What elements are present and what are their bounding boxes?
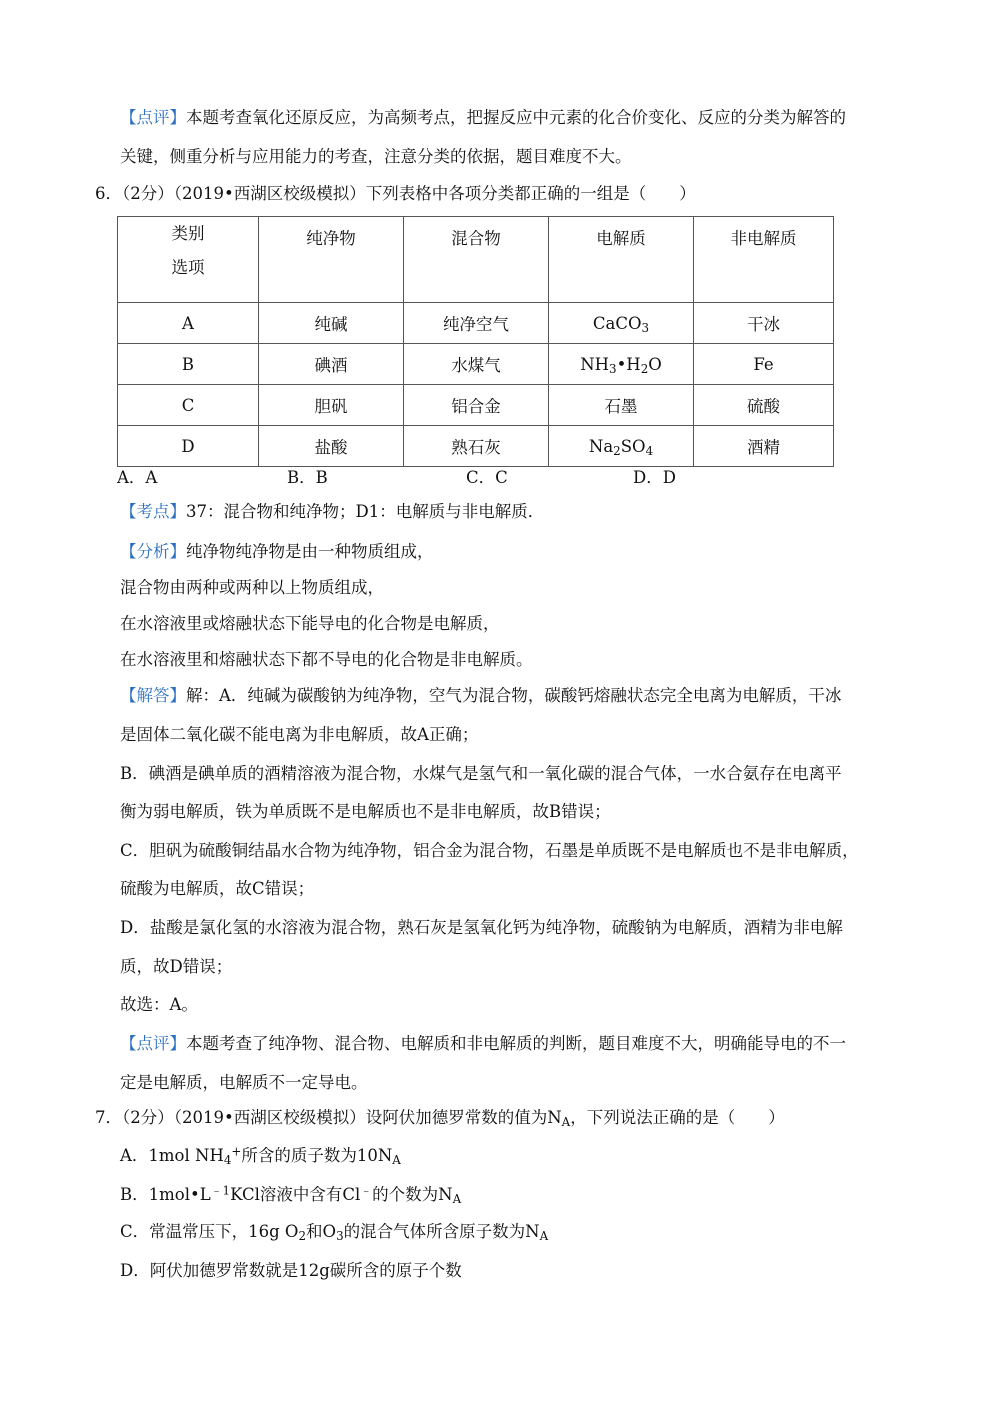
q7-option-b[interactable]: B．$1mol•L^{﹣1}KCl$溶液中含有Cl﹣的个数为$N_A$ — [120, 1183, 462, 1206]
fenxi-text: 纯净物纯净物是由一种物质组成， — [186, 542, 434, 561]
row-option: B — [118, 344, 259, 385]
cell-electrolyte: 石墨 — [549, 385, 694, 426]
q6-review-line-2: 定是电解质，电解质不一定导电。 — [120, 1073, 368, 1092]
jieda-line-3: B．碘酒是碘单质的酒精溶液为混合物，水煤气是氢气和一氧化碳的混合气体，一水合氨存在电离平 — [120, 764, 842, 783]
cell-nonelectrolyte: 硫酸 — [694, 385, 834, 426]
fenxi-line-3: 在水溶液里或熔融状态下能导电的化合物是电解质， — [120, 614, 500, 633]
review-tag: 【点评】 — [120, 1034, 186, 1053]
option-a[interactable]: A．A — [117, 468, 158, 487]
jieda-line-6: 硫酸为电解质，故C错误； — [120, 879, 315, 898]
q7-option-d[interactable]: D．阿伏加德罗常数就是12g碳所含的原子个数 — [120, 1261, 462, 1280]
jieda-line-1 — [120, 684, 841, 708]
table-row — [118, 344, 834, 385]
review-text: 本题考查了纯净物、混合物、电解质和非电解质的判断，题目难度不大，明确能导电的不一 — [186, 1034, 846, 1053]
q7-option-a[interactable]: A．1mol $NH_4^+$所含的质子数为$10N_A$ — [120, 1144, 401, 1167]
jieda-tag: 【解答】 — [120, 686, 186, 705]
fenxi-line-1 — [120, 540, 434, 564]
header-nonelectrolyte: 非电解质 — [694, 217, 834, 303]
table-row — [118, 385, 834, 426]
cell-pure: 纯碱 — [259, 303, 404, 344]
cell-electrolyte: CaCO$_3$ — [549, 303, 694, 344]
q6-options — [117, 464, 757, 488]
q6-stem: 6．（2分）（2019•西湖区校级模拟）下列表格中各项分类都正确的一组是（ ） — [95, 184, 696, 203]
kaodian-line — [120, 500, 544, 524]
corner-top-label: 类别 — [171, 224, 205, 243]
jieda-line-4: 衡为弱电解质，铁为单质既不是电解质也不是非电解质，故B错误； — [120, 802, 611, 821]
cell-mixture: 水煤气 — [404, 344, 549, 385]
fenxi-tag: 【分析】 — [120, 542, 186, 561]
cell-nonelectrolyte: 干冰 — [694, 303, 834, 344]
classification-table — [117, 216, 834, 467]
cell-nonelectrolyte: 酒精 — [694, 426, 834, 467]
option-d[interactable]: D．D — [633, 468, 676, 487]
cell-nonelectrolyte: Fe — [694, 344, 834, 385]
header-mixture: 混合物 — [404, 217, 549, 303]
cell-pure: 碘酒 — [259, 344, 404, 385]
jieda-line-9: 故选：A。 — [120, 995, 198, 1014]
cell-mixture: 熟石灰 — [404, 426, 549, 467]
jieda-line-2: 是固体二氧化碳不能电离为非电解质，故A正确； — [120, 725, 479, 744]
row-option: D — [118, 426, 259, 467]
q7-stem: 7．（2分）（2019•西湖区校级模拟）设阿伏加德罗常数的值为$N_A$，下列说法正确的是（ ） — [95, 1108, 785, 1129]
kaodian-tag: 【考点】 — [120, 502, 186, 521]
fenxi-line-2: 混合物由两种或两种以上物质组成， — [120, 578, 384, 597]
option-c[interactable]: C．C — [466, 468, 508, 487]
q7-option-c[interactable]: C．常温常压下，16g $O_2$和$O_3$的混合气体所含原子数为$N_A$ — [120, 1222, 549, 1243]
row-option: C — [118, 385, 259, 426]
prev-review-line-1 — [120, 106, 846, 130]
header-electrolyte: 电解质 — [549, 217, 694, 303]
review-tag: 【点评】 — [120, 108, 186, 127]
q6-review-line-1 — [120, 1032, 846, 1056]
jieda-line-7: D．盐酸是氯化氢的水溶液为混合物，熟石灰是氢氧化钙为纯净物，硫酸钠为电解质，酒精为非电解 — [120, 918, 843, 937]
cell-electrolyte: $Na_2SO_4$ — [549, 426, 694, 467]
row-option: A — [118, 303, 259, 344]
jieda-text: 解：A．纯碱为碳酸钠为纯净物，空气为混合物，碳酸钙熔融状态完全电离为电解质，干冰 — [186, 686, 842, 705]
corner-bottom-label: 选项 — [171, 258, 205, 277]
cell-pure: 胆矾 — [259, 385, 404, 426]
fenxi-line-4: 在水溶液里和熔融状态下都不导电的化合物是非电解质。 — [120, 650, 533, 669]
cell-pure: 盐酸 — [259, 426, 404, 467]
table-corner-cell — [118, 217, 259, 303]
option-b[interactable]: B．B — [287, 468, 328, 487]
header-pure: 纯净物 — [259, 217, 404, 303]
cell-mixture: 纯净空气 — [404, 303, 549, 344]
cell-mixture: 铝合金 — [404, 385, 549, 426]
table-row — [118, 303, 834, 344]
cell-electrolyte: $NH_3•H_2O$ — [549, 344, 694, 385]
prev-review-line-2: 关键，侧重分析与应用能力的考查，注意分类的依据，题目难度不大。 — [120, 147, 632, 166]
jieda-line-5: C．胆矾为硫酸铜结晶水合物为纯净物，铝合金为混合物，石墨是单质既不是电解质也不是非电解质， — [120, 841, 859, 860]
review-text: 本题考查氧化还原反应，为高频考点，把握反应中元素的化合价变化、反应的分类为解答的 — [186, 108, 846, 127]
kaodian-text: 37：混合物和纯净物；D1：电解质与非电解质． — [186, 502, 545, 521]
jieda-line-8: 质，故D错误； — [120, 957, 233, 976]
table-row — [118, 426, 834, 467]
table-header-row — [118, 217, 834, 303]
